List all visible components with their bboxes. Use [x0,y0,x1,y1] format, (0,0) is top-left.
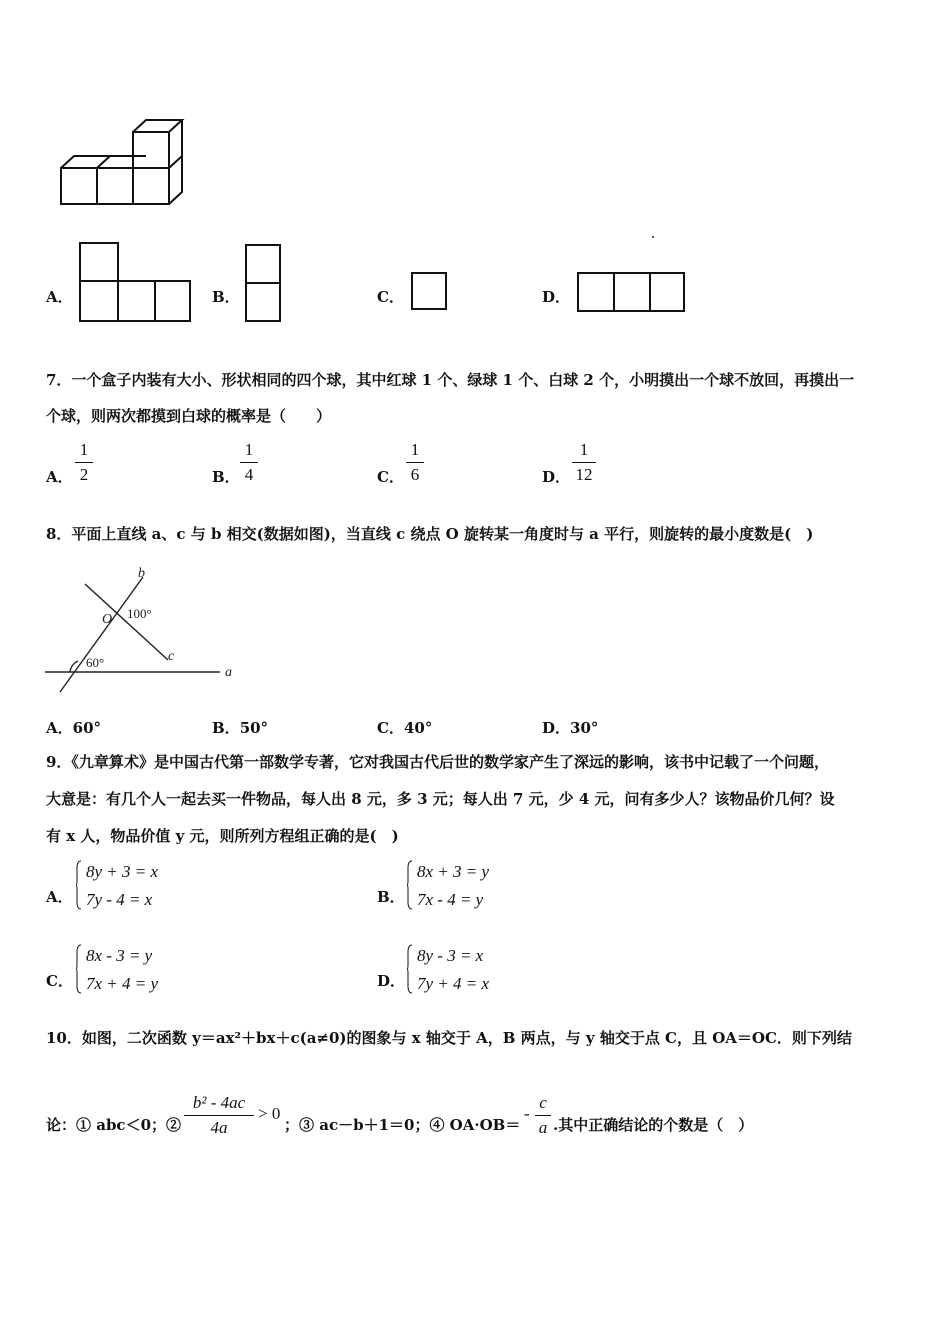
q8-option-a-text: 60° [72,719,102,737]
q8-stem: 8．平面上直线 a、c 与 b 相交(数据如图)，当直线 c 绕点 O 旋转某一角度时与 a 平行，则旋转的最小度数是( ) [46,525,814,543]
q9-stem-line1: 9．《九章算术》是中国古代第一部数学专著，它对我国古代后世的数学家产生了深远的影响，该书中记载了一个问题， [46,753,829,771]
q8-option-c-text: 40° [403,719,433,737]
angle-100: 100° [127,606,152,621]
q7-option-c-num: 1 [410,440,420,459]
q9-option-a-system [76,858,158,914]
q10-conclusions-part3: .其中正确结论的个数是（ ） [553,1116,754,1134]
q8-lines-figure [40,562,240,697]
q7-option-c-fraction [406,440,424,485]
q10-stem-line2 [46,1115,181,1135]
q10-conclusions-part1: 论：① abc＜0；② [46,1116,182,1134]
label-a: a [225,665,232,680]
q10-stem-line1: 10．如图，二次函数 y＝ax²＋bx＋c(a≠0)的图象与 x 轴交于 A，B 两点，与 y 轴交于点 C，且 OA＝OC．则下列结 [46,1029,852,1047]
label-c: c [168,649,175,664]
angle-60: 60° [86,655,105,670]
q10-neg-sign: - [524,1104,530,1123]
q7-option-a-label: A． [46,468,73,486]
q7-option-c-label: C． [377,468,404,486]
q9-option-a-eq2: 7y - 4 = x [86,890,153,909]
q8-option-c [377,717,432,738]
q7-option-d-den: 12 [575,465,593,484]
line-c [85,584,168,660]
q10-discriminant-fraction [184,1093,254,1138]
stray-dot [652,236,654,238]
q9-option-a-label: A． [46,888,73,906]
q9-stem-line2: 大意是：有几个人一起去买一件物品，每人出 8 元，多 3 元；每人出 7 元，少 4 元，问有多少人？该物品价几何？设 [46,790,835,808]
q7-option-d-label: D． [542,468,571,486]
q9-option-d-label: D． [377,972,406,990]
q9-option-d-eq2: 7y + 4 = x [417,974,490,993]
q9-option-c-eq2: 7x + 4 = y [86,974,159,993]
q10-frac2-den: a [538,1118,548,1137]
q7-option-c-den: 6 [410,465,420,484]
q9-option-a-eq1: 8y + 3 = x [86,862,159,881]
q7-option-a-den: 2 [79,465,89,484]
q9-option-d-system [407,942,489,998]
q7-stem-line1: 7．一个盒子内装有大小、形状相同的四个球，其中红球 1 个、绿球 1 个、白球 2 个，小明摸出一个球不放回，再摸出一 [46,371,855,389]
line-b [60,577,143,692]
q7-option-b-num: 1 [244,440,254,459]
q7-stem-line2: 个球，则两次都摸到白球的概率是（ ） [46,407,332,425]
q8-option-c-label: C． [377,719,404,737]
q9-option-b-label: B． [377,888,405,906]
option-d-figure [576,271,688,315]
q9-option-d-eq1: 8y - 3 = x [417,946,484,965]
q7-option-d-fraction [572,440,596,485]
q10-frac-den: 4a [210,1118,228,1137]
option-d-label: D． [542,288,571,306]
q9-option-c-eq1: 8x - 3 = y [86,946,153,965]
q7-option-a-num: 1 [79,440,89,459]
q10-ratio-fraction [535,1093,551,1138]
q9-stem-line3: 有 x 人，物品价值 y 元，则所列方程组正确的是( ) [46,827,399,845]
q9-option-b-system [407,858,489,914]
option-a-label: A． [46,288,73,306]
q10-conclusions-part2: ；③ ac－b＋1＝0；④ OA·OB＝ [284,1116,521,1134]
q9-option-c-label: C． [46,972,73,990]
label-o: O [102,612,113,627]
q8-option-d [542,717,598,738]
q8-option-a [46,717,101,738]
q7-option-a-fraction [75,440,93,485]
q9-option-b-eq1: 8x + 3 = y [417,862,490,881]
q10-frac-num: b² - 4ac [192,1093,246,1112]
label-b: b [138,566,145,581]
q8-option-b-text: 50° [239,719,269,737]
q8-option-a-label: A． [46,719,73,737]
q7-option-b-den: 4 [244,465,254,484]
q7-option-b-fraction [240,440,258,485]
option-a-figure [78,241,193,323]
option-c-figure [410,271,450,311]
q9-option-c-system [76,942,158,998]
q8-option-d-text: 30° [570,719,599,737]
option-b-figure [244,243,284,324]
q9-option-b-eq2: 7x - 4 = y [417,890,484,909]
option-b-label: B． [212,288,240,306]
cube-assembly-figure [50,110,190,210]
q8-option-d-label: D． [542,719,571,737]
q8-option-b-label: B． [212,719,240,737]
q10-frac2-num: c [539,1093,547,1112]
option-c-label: C． [377,288,404,306]
q7-option-d-num: 1 [579,440,589,459]
q8-option-b [212,717,268,738]
q10-gt-zero: > 0 [258,1104,281,1123]
q7-option-b-label: B． [212,468,240,486]
